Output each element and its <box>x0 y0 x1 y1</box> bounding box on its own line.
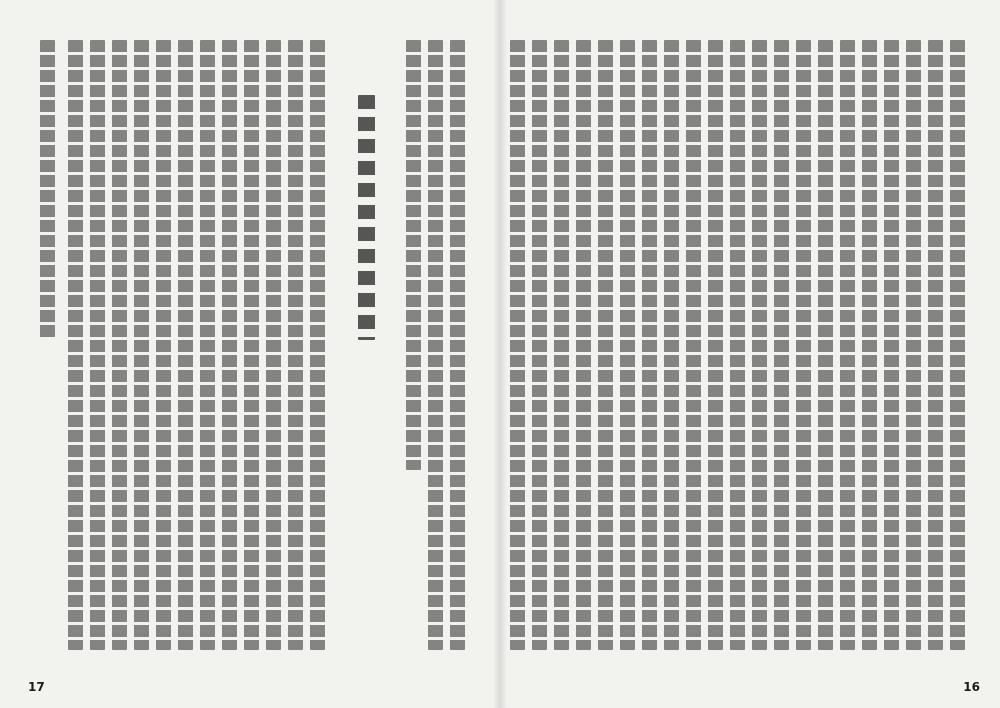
text-line <box>950 40 965 650</box>
text-line <box>40 40 55 340</box>
text-line <box>310 40 325 650</box>
text-line <box>620 40 635 650</box>
text-line <box>266 40 281 650</box>
text-line <box>90 40 105 650</box>
page-number: 16 <box>963 680 980 694</box>
text-line <box>884 40 899 650</box>
text-line <box>554 40 569 650</box>
text-line <box>752 40 767 650</box>
right-page <box>502 0 1000 708</box>
text-line <box>598 40 613 650</box>
text-line <box>406 40 421 470</box>
text-line <box>134 40 149 650</box>
left-page <box>0 0 498 708</box>
text-line <box>222 40 237 650</box>
text-line <box>928 40 943 650</box>
text-line <box>818 40 833 650</box>
text-line <box>840 40 855 650</box>
text-line <box>450 40 465 650</box>
text-line <box>288 40 303 650</box>
text-line <box>200 40 215 650</box>
text-line <box>178 40 193 650</box>
text-line <box>664 40 679 650</box>
text-line <box>730 40 745 650</box>
page-number: 17 <box>28 680 45 694</box>
text-line <box>156 40 171 650</box>
text-line <box>796 40 811 650</box>
text-line <box>510 40 525 650</box>
text-line <box>862 40 877 650</box>
text-line <box>244 40 259 650</box>
text-line <box>576 40 591 650</box>
text-line <box>686 40 701 650</box>
text-line <box>906 40 921 650</box>
text-line <box>68 40 83 650</box>
text-line <box>112 40 127 650</box>
section-heading-line <box>358 95 375 340</box>
text-line <box>532 40 547 650</box>
text-line <box>642 40 657 650</box>
text-line <box>708 40 723 650</box>
text-line <box>774 40 789 650</box>
text-line <box>428 40 443 650</box>
